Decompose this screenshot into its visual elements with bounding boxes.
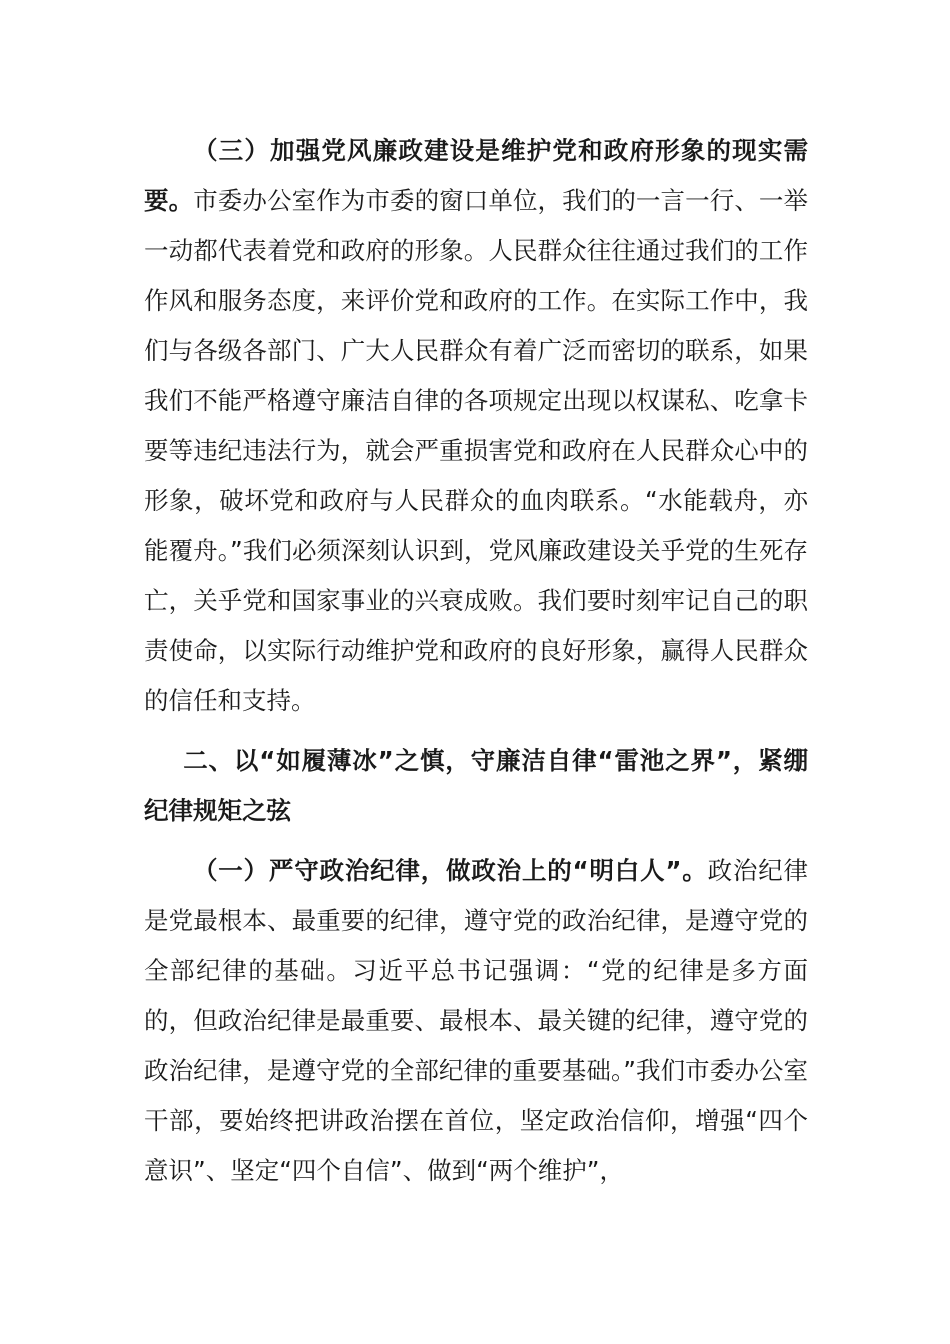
part-2-heading: 二、以“如履薄冰”之慎，守廉洁自律“雷池之界”，紧绷纪律规矩之弦 <box>144 746 808 825</box>
section-3-body: 市委办公室作为市委的窗口单位，我们的一言一行、一举一动都代表着党和政府的形象。人民群众往往通过我们的工作作风和服务态度，来评价党和政府的工作。在实际工作中，我们与各级各部门、广大人民群众有着广泛而密切的联系，如果我们不能严格遵守廉洁自律的各项规定出现以权谋私、吃拿卡要等违纪违法行为，就会严重损害党和政府在人民群众心中的形象，破坏党和政府与人民群众的血肉联系。“水能载舟，亦能覆舟。”我们必须深刻认识到，党风廉政建设关乎党的生死存亡，关乎党和国家事业的兴衰成败。我们要时刻牢记自己的职责使命，以实际行动维护党和政府的良好形象，赢得人民群众的信任和支持。 <box>144 186 809 715</box>
paragraph-section-3 <box>144 126 808 726</box>
paragraph-section-1 <box>144 846 808 1196</box>
document-page <box>144 126 808 1196</box>
section-1-body: 政治纪律是党最根本、最重要的纪律，遵守党的政治纪律，是遵守党的全部纪律的基础。习近平总书记强调：“党的纪律是多方面的，但政治纪律是最重要、最根本、最关键的纪律，遵守党的政治纪律，是遵守党的全部纪律的重要基础。”我们市委办公室干部，要始终把讲政治摆在首位，坚定政治信仰，增强“四个意识”、坚定“四个自信”、做到“两个维护”， <box>144 856 809 1185</box>
section-1-lead: （一）严守政治纪律，做政治上的“明白人”。 <box>193 856 708 885</box>
section-3-lead: （三）加强党风廉政建设是维护党和政府形象的现实需要。 <box>144 136 808 215</box>
